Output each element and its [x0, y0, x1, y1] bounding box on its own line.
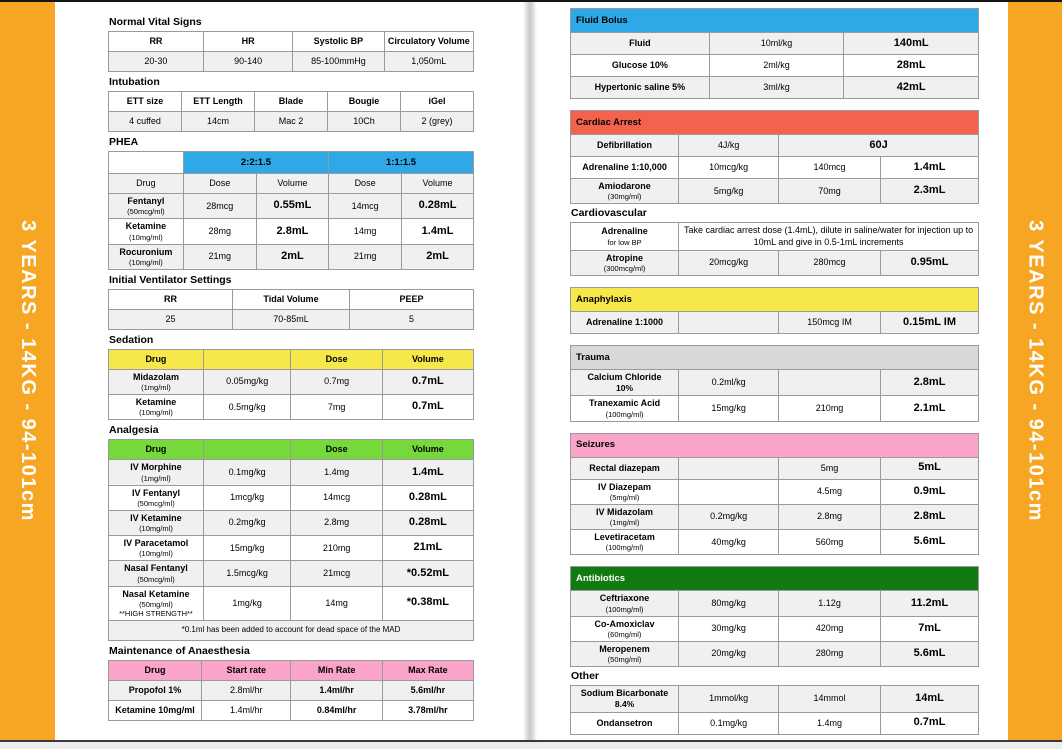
row-label-cell: IV Paracetamol (10mg/ml) — [109, 536, 204, 561]
table-cell: 10mcg/kg — [679, 157, 779, 179]
section — [570, 566, 979, 667]
section-title: Cardiovascular — [571, 207, 647, 220]
header-row — [109, 289, 474, 309]
row-label-cell: Hypertonic saline 5% — [571, 77, 710, 99]
table-cell: 14mg — [329, 219, 402, 244]
table-cell: 21mcg — [291, 561, 382, 586]
table-row — [109, 620, 474, 640]
table-row — [571, 396, 979, 421]
section-band-label: 1:1:1.5 — [329, 152, 474, 174]
column-header: Volume — [382, 349, 473, 369]
table-row — [109, 244, 474, 269]
table-cell: 14mg — [291, 586, 382, 620]
table-cell: 7mL — [881, 616, 979, 641]
table-cell: 25 — [109, 309, 233, 329]
table-cell: 420mg — [779, 616, 881, 641]
table-cell: 85-100mmHg — [293, 52, 384, 72]
table-cell: 0.2ml/kg — [679, 370, 779, 396]
section — [108, 274, 474, 330]
dosing-table — [570, 566, 979, 667]
table-cell: 2mL — [402, 244, 474, 269]
table-cell: Mac 2 — [255, 112, 328, 132]
table-cell: 11.2mL — [881, 591, 979, 616]
table-cell: 5mg/kg — [679, 179, 779, 204]
table-row — [109, 52, 474, 72]
row-label-cell: Nasal Fentanyl (50mcg/ml) — [109, 561, 204, 586]
column-header: Start rate — [202, 660, 291, 680]
table-row — [571, 157, 979, 179]
header-row — [109, 660, 474, 680]
column-header: Systolic BP — [293, 32, 384, 52]
row-label-cell: Ketamine (10mg/ml) — [109, 395, 204, 420]
table-cell: 5.6ml/hr — [382, 680, 473, 700]
table-cell: 0.1mg/kg — [679, 712, 779, 734]
table-cell: 2.1mL — [881, 396, 979, 421]
table-cell: 30mg/kg — [679, 616, 779, 641]
section — [108, 136, 474, 270]
table-cell — [779, 370, 881, 396]
table-row — [571, 457, 979, 479]
row-label-cell: Ketamine (10mg/ml) — [109, 219, 184, 244]
section-title: Other — [571, 670, 600, 683]
table-cell: 140mL — [844, 33, 979, 55]
table-cell: 5 — [349, 309, 473, 329]
table-cell: 0.7mL — [382, 395, 473, 420]
header-row — [109, 174, 474, 194]
table-cell: 210mg — [779, 396, 881, 421]
table-cell: 28mcg — [183, 194, 256, 219]
banner-text-left: 3 YEARS - 14KG - 94-101cm — [17, 220, 39, 522]
table-cell: 0.2mg/kg — [203, 510, 291, 535]
header-row — [109, 32, 474, 52]
table-cell: 2 (grey) — [401, 112, 474, 132]
table-row — [571, 712, 979, 734]
table-cell — [679, 457, 779, 479]
column-header: Drug — [109, 174, 184, 194]
table-row — [571, 250, 979, 275]
column-header: Dose — [183, 174, 256, 194]
section — [570, 287, 979, 334]
dosing-table — [570, 8, 979, 99]
table-cell: 2mL — [256, 244, 328, 269]
age-weight-banner-left — [0, 2, 55, 740]
column-header: Drug — [109, 440, 204, 460]
table-cell: 21mL — [382, 536, 473, 561]
section-band-row — [571, 433, 979, 457]
table-row — [571, 179, 979, 204]
row-label-cell: Meropenem (50mg/ml) — [571, 641, 679, 666]
table-cell: 3ml/kg — [709, 77, 844, 99]
row-label-cell: Co-Amoxiclav (60mg/ml) — [571, 616, 679, 641]
row-label-cell: IV Diazepam (5mg/ml) — [571, 479, 679, 504]
table-cell: 14cm — [182, 112, 255, 132]
row-label-cell: Adrenaline for low BP — [571, 223, 679, 251]
column-header: Volume — [402, 174, 474, 194]
table-row — [109, 460, 474, 485]
section-band-label: Trauma — [571, 346, 979, 370]
table-row — [109, 536, 474, 561]
dosing-table — [108, 151, 474, 270]
row-label-cell: Ondansetron — [571, 712, 679, 734]
table-cell: 0.7mL — [382, 369, 473, 394]
table-cell: 5mL — [881, 457, 979, 479]
section-title: Maintenance of Anaesthesia — [109, 644, 250, 657]
table-row — [109, 112, 474, 132]
left-page-content — [108, 12, 474, 725]
table-row — [571, 616, 979, 641]
table-row — [571, 223, 979, 251]
row-label-cell: Propofol 1% — [109, 680, 202, 700]
row-label-cell: Ketamine 10mg/ml — [109, 700, 202, 720]
table-row — [571, 591, 979, 616]
table-cell: 2.8mL — [256, 219, 328, 244]
table-cell: 1.4mg — [779, 712, 881, 734]
table-cell: *0.52mL — [382, 561, 473, 586]
table-cell: 1,050mL — [384, 52, 473, 72]
column-header: Min Rate — [291, 660, 382, 680]
row-label-cell: Levetiracetam (100mg/ml) — [571, 530, 679, 555]
dosing-table — [570, 345, 979, 422]
dosing-table — [108, 349, 474, 421]
table-cell — [679, 312, 779, 334]
column-header: Dose — [291, 440, 382, 460]
table-cell: 0.2mg/kg — [679, 504, 779, 529]
table-cell: 70mg — [779, 179, 881, 204]
section — [108, 645, 474, 721]
row-label-cell: Fluid — [571, 33, 710, 55]
table-row — [109, 586, 474, 620]
table-row — [571, 686, 979, 712]
dosing-table — [570, 287, 979, 334]
table-cell: 40mg/kg — [679, 530, 779, 555]
section-band-row — [571, 567, 979, 591]
table-row — [571, 479, 979, 504]
section-band-label: Seizures — [571, 433, 979, 457]
column-header — [203, 349, 291, 369]
section-band-label — [109, 152, 184, 174]
table-cell: 560mg — [779, 530, 881, 555]
table-cell: 14mcg — [329, 194, 402, 219]
column-header — [203, 440, 291, 460]
section-title: Intubation — [109, 76, 160, 88]
table-cell: 0.28mL — [382, 485, 473, 510]
column-header: RR — [109, 289, 233, 309]
section-band-row — [571, 111, 979, 135]
section-band-label: Antibiotics — [571, 567, 979, 591]
table-row — [109, 561, 474, 586]
section-band-label: Fluid Bolus — [571, 9, 979, 33]
header-row — [109, 349, 474, 369]
table-cell: 2.8mg — [779, 504, 881, 529]
table-row — [109, 194, 474, 219]
table-cell: 7mg — [291, 395, 382, 420]
section-band-row — [571, 288, 979, 312]
section — [108, 424, 474, 641]
row-label-cell: IV Ketamine (10mg/ml) — [109, 510, 204, 535]
table-cell: 28mg — [183, 219, 256, 244]
row-label-cell: Calcium Chloride 10% — [571, 370, 679, 396]
dosing-table — [108, 289, 474, 330]
section-title: Normal Vital Signs — [109, 16, 202, 28]
table-cell: *0.38mL — [382, 586, 473, 620]
table-cell: 1mcg/kg — [203, 485, 291, 510]
row-label-cell: Rectal diazepam — [571, 457, 679, 479]
section-title: Analgesia — [109, 424, 159, 437]
row-label-cell: Atropine (300mcg/ml) — [571, 250, 679, 275]
table-cell: 90-140 — [203, 52, 292, 72]
column-header: Max Rate — [382, 660, 473, 680]
row-label-cell: Rocuronium (10mg/ml) — [109, 244, 184, 269]
row-label-cell: IV Fentanyl (50mcg/ml) — [109, 485, 204, 510]
table-cell: 80mg/kg — [679, 591, 779, 616]
table-cell: 2.8mL — [881, 504, 979, 529]
table-cell: 14mmol — [779, 686, 881, 712]
row-label-cell: IV Morphine (1mg/ml) — [109, 460, 204, 485]
right-page-content — [570, 8, 979, 746]
section-title: PHEA — [109, 136, 139, 148]
column-header: Dose — [329, 174, 402, 194]
section — [570, 8, 979, 99]
dosing-table — [570, 110, 979, 204]
row-label-cell: Amiodarone (30mg/ml) — [571, 179, 679, 204]
table-cell: 15mg/kg — [203, 536, 291, 561]
table-cell: 3.78ml/hr — [382, 700, 473, 720]
table-row — [571, 641, 979, 666]
row-label-cell: Adrenaline 1:10,000 — [571, 157, 679, 179]
table-cell: 1mg/kg — [203, 586, 291, 620]
dosing-table — [570, 222, 979, 276]
table-cell — [679, 479, 779, 504]
column-header: Blade — [255, 92, 328, 112]
dosing-table — [108, 660, 474, 721]
table-row — [109, 680, 474, 700]
section-band-row — [109, 152, 474, 174]
header-row — [109, 92, 474, 112]
table-row — [109, 395, 474, 420]
table-row — [109, 510, 474, 535]
table-cell: 2.8ml/hr — [202, 680, 291, 700]
row-label-cell: Ceftriaxone (100mg/ml) — [571, 591, 679, 616]
row-label-cell: IV Midazolam (1mg/ml) — [571, 504, 679, 529]
table-cell: 4 cuffed — [109, 112, 182, 132]
section-band-label: Anaphylaxis — [571, 288, 979, 312]
table-row — [109, 309, 474, 329]
table-cell: 210mg — [291, 536, 382, 561]
table-cell: 1.4ml/hr — [202, 700, 291, 720]
table-cell: 0.7mL — [881, 712, 979, 734]
table-cell: 20-30 — [109, 52, 204, 72]
table-cell: 2.3mL — [881, 179, 979, 204]
table-cell: 280mg — [779, 641, 881, 666]
table-row — [571, 312, 979, 334]
table-cell: 4J/kg — [679, 135, 779, 157]
dosing-table — [108, 91, 474, 132]
row-label-cell: Sodium Bicarbonate 8.4% — [571, 686, 679, 712]
table-cell: 0.5mg/kg — [203, 395, 291, 420]
table-cell: 70-85mL — [233, 309, 350, 329]
table-row — [571, 55, 979, 77]
table-cell: 15mg/kg — [679, 396, 779, 421]
table-cell: 140mcg — [779, 157, 881, 179]
table-cell: 1.4mL — [881, 157, 979, 179]
dosing-table — [570, 685, 979, 734]
table-cell: 0.05mg/kg — [203, 369, 291, 394]
table-cell: 0.1mg/kg — [203, 460, 291, 485]
table-cell: 0.9mL — [881, 479, 979, 504]
section — [570, 207, 979, 276]
table-cell: 20mcg/kg — [679, 250, 779, 275]
column-header: Bougie — [328, 92, 401, 112]
table-row — [109, 700, 474, 720]
table-row — [571, 530, 979, 555]
section-band-row — [571, 9, 979, 33]
table-cell: 14mL — [881, 686, 979, 712]
section — [570, 345, 979, 422]
row-label-cell: Defibrillation — [571, 135, 679, 157]
table-cell: 14mcg — [291, 485, 382, 510]
table-row — [571, 77, 979, 99]
header-row — [109, 440, 474, 460]
table-cell: 21mg — [329, 244, 402, 269]
dosing-table — [570, 433, 979, 556]
table-cell: 2.8mg — [291, 510, 382, 535]
table-cell: 28mL — [844, 55, 979, 77]
section — [570, 433, 979, 556]
column-header: Drug — [109, 660, 202, 680]
column-header: Tidal Volume — [233, 289, 350, 309]
dosing-table — [108, 439, 474, 641]
section-title: Sedation — [109, 333, 154, 346]
column-header: iGel — [401, 92, 474, 112]
table-cell: 1.4mL — [402, 219, 474, 244]
section-band-label: 2:2:1.5 — [183, 152, 328, 174]
table-cell: 0.28mL — [402, 194, 474, 219]
table-cell: 42mL — [844, 77, 979, 99]
table-cell: 0.15mL IM — [881, 312, 979, 334]
age-weight-banner-right — [1008, 2, 1062, 740]
row-label-cell: Midazolam (1mg/ml) — [109, 369, 204, 394]
table-row — [109, 369, 474, 394]
row-label-cell: Glucose 10% — [571, 55, 710, 77]
column-header: Volume — [382, 440, 473, 460]
table-cell: 21mg — [183, 244, 256, 269]
page-bottom-edge — [0, 742, 1062, 749]
table-cell: 5.6mL — [881, 641, 979, 666]
table-cell: 60J — [779, 135, 979, 157]
table-cell: 1.4mL — [382, 460, 473, 485]
table-row — [571, 135, 979, 157]
section-band-row — [571, 346, 979, 370]
section — [570, 110, 979, 204]
table-cell: 0.95mL — [881, 250, 979, 275]
table-cell: 0.84ml/hr — [291, 700, 382, 720]
section — [108, 16, 474, 72]
column-header: ETT Length — [182, 92, 255, 112]
section — [108, 334, 474, 421]
table-row — [571, 504, 979, 529]
column-header: Volume — [256, 174, 328, 194]
table-cell: 1.12g — [779, 591, 881, 616]
column-header: RR — [109, 32, 204, 52]
table-row — [571, 370, 979, 396]
table-row — [109, 485, 474, 510]
table-cell: 20mg/kg — [679, 641, 779, 666]
section — [570, 670, 979, 734]
row-label-cell: Adrenaline 1:1000 — [571, 312, 679, 334]
table-cell: 280mcg — [779, 250, 881, 275]
row-label-cell: Nasal Ketamine (50mg/ml) **HIGH STRENGTH** — [109, 586, 204, 620]
column-header: Circulatory Volume — [384, 32, 473, 52]
column-header: Drug — [109, 349, 204, 369]
table-cell: 150mcg IM — [779, 312, 881, 334]
table-cell: 0.55mL — [256, 194, 328, 219]
table-cell: 2ml/kg — [709, 55, 844, 77]
banner-text-right: 3 YEARS - 14KG - 94-101cm — [1024, 220, 1047, 522]
table-cell: 5.6mL — [881, 530, 979, 555]
table-cell: 4.5mg — [779, 479, 881, 504]
table-row — [571, 33, 979, 55]
row-label-cell: Fentanyl (50mcg/ml) — [109, 194, 184, 219]
page-fold-divider — [523, 2, 537, 740]
table-cell: 0.28mL — [382, 510, 473, 535]
table-cell: 5mg — [779, 457, 881, 479]
table-row — [109, 219, 474, 244]
section — [108, 76, 474, 132]
column-header: ETT size — [109, 92, 182, 112]
row-label-cell: Tranexamic Acid (100mg/ml) — [571, 396, 679, 421]
table-cell: 10Ch — [328, 112, 401, 132]
column-header: Dose — [291, 349, 382, 369]
table-cell: 1mmol/kg — [679, 686, 779, 712]
table-cell: 1.4mg — [291, 460, 382, 485]
table-cell: 1.4ml/hr — [291, 680, 382, 700]
table-cell: 0.7mg — [291, 369, 382, 394]
dosing-table — [108, 31, 474, 72]
section-band-label: Cardiac Arrest — [571, 111, 979, 135]
table-cell: 2.8mL — [881, 370, 979, 396]
column-header: HR — [203, 32, 292, 52]
section-title: Initial Ventilator Settings — [109, 273, 232, 286]
table-cell: 1.5mcg/kg — [203, 561, 291, 586]
table-cell: 10ml/kg — [709, 33, 844, 55]
table-cell: *0.1ml has been added to account for dead space of the MAD — [109, 620, 474, 640]
column-header: PEEP — [349, 289, 473, 309]
table-cell: Take cardiac arrest dose (1.4mL), dilute in saline/water for injection up to 10mL and give in 0.5-1mL increments — [679, 223, 979, 251]
